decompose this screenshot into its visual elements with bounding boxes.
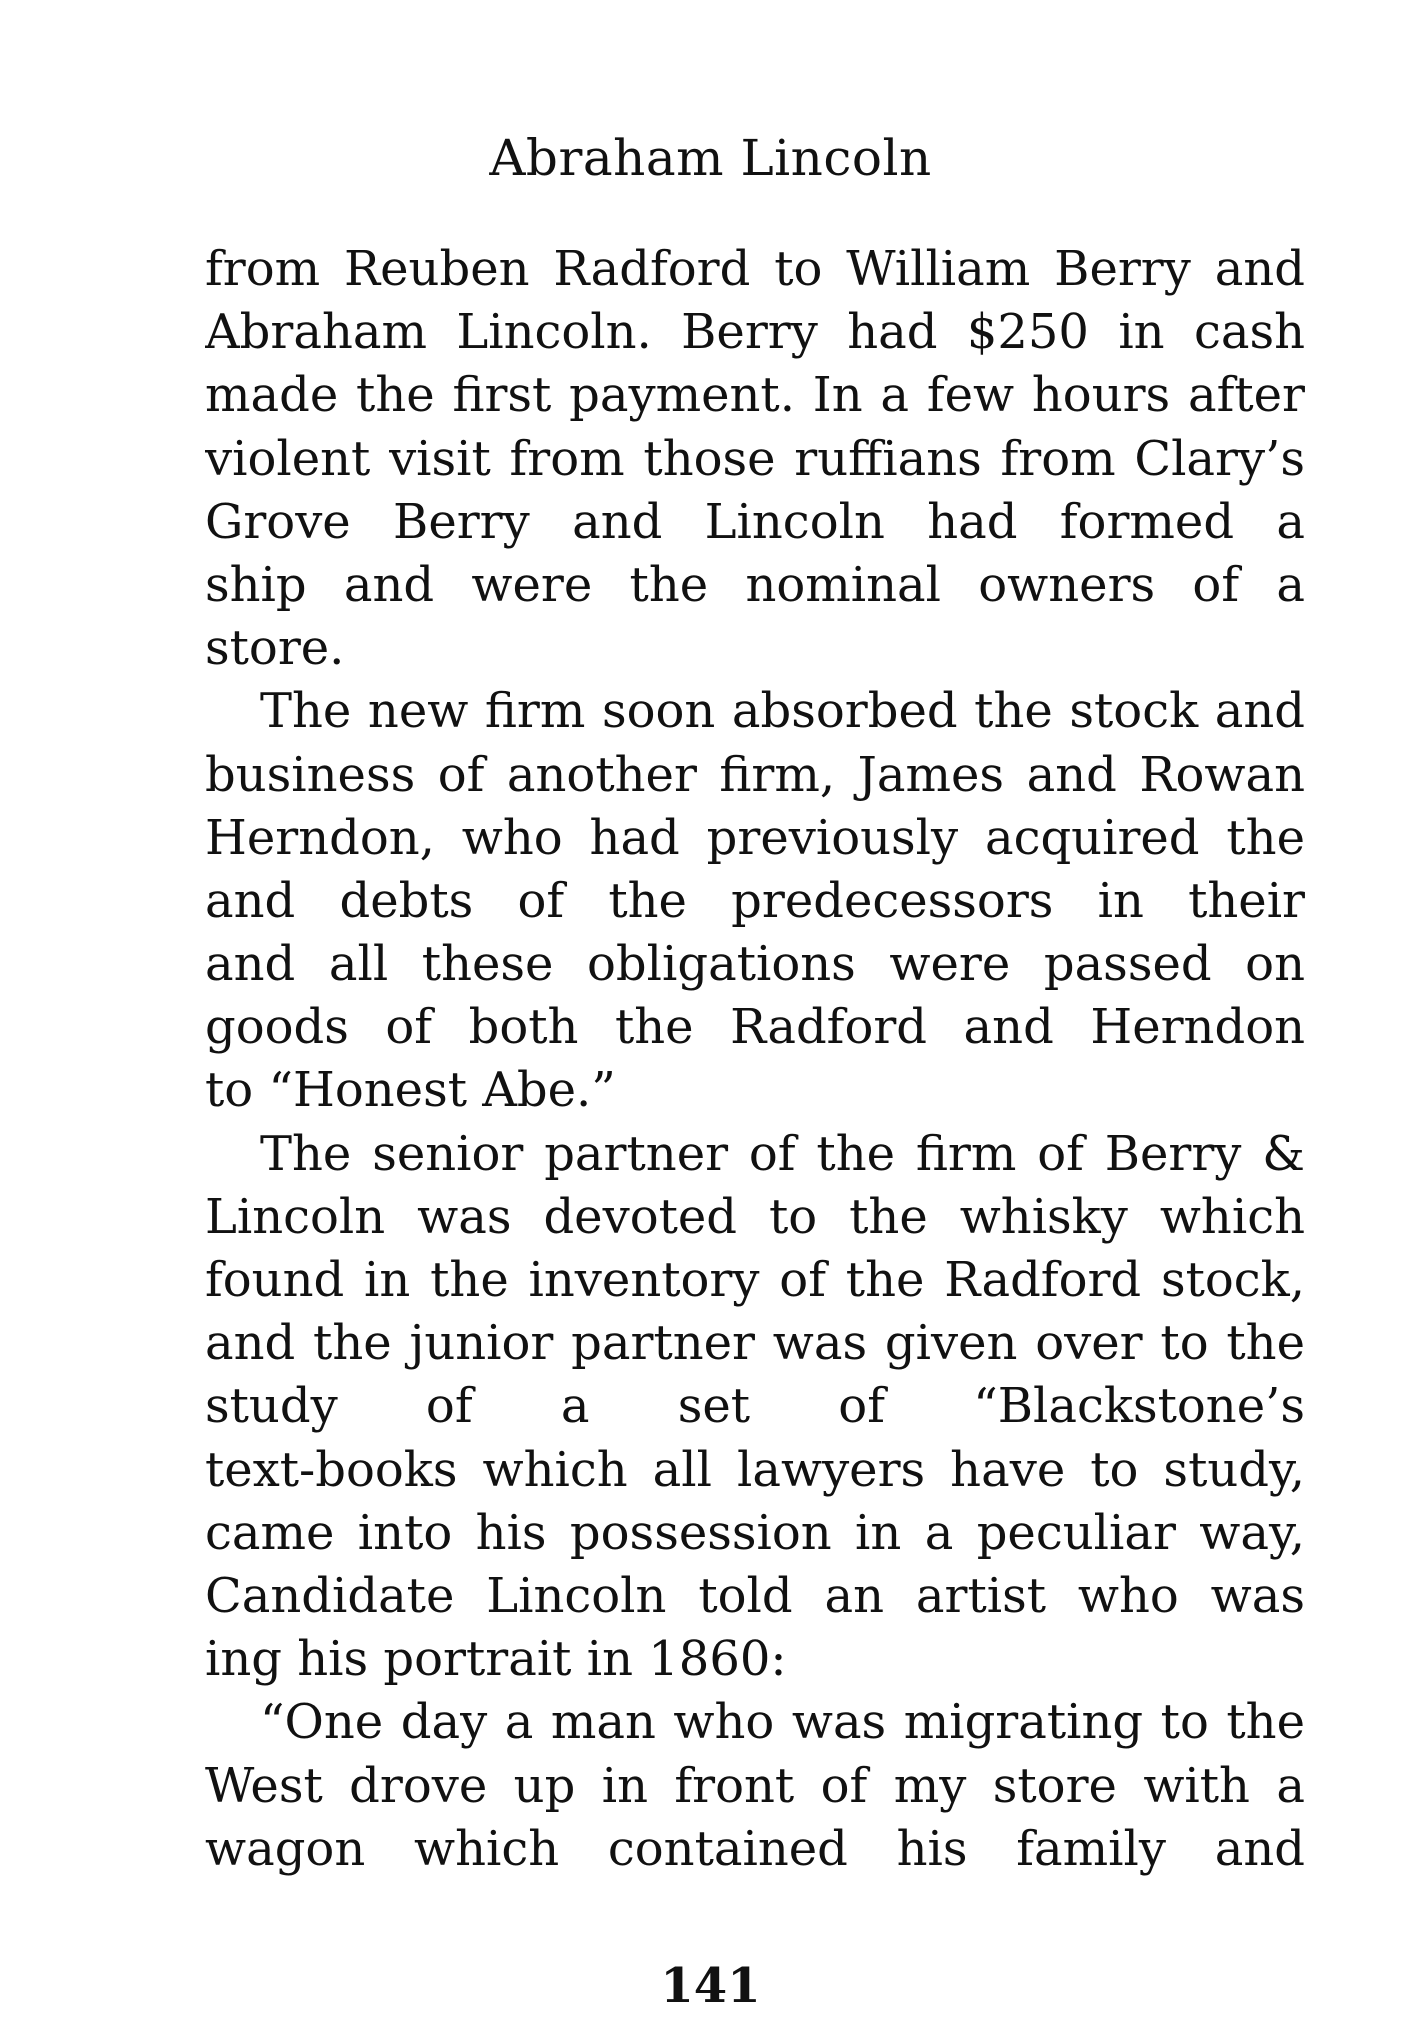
text-line: found in the inventory of the Radford stock, [205, 1252, 1305, 1308]
text-line: Herndon, who had previously acquired the [205, 809, 1305, 866]
text-line: West drove up in front of my store with a [205, 1757, 1305, 1814]
paragraph [205, 238, 1305, 680]
text-line: Lincoln was devoted to the whisky which [205, 1188, 1305, 1245]
text-line: and all these obligations were passed on [205, 936, 1305, 993]
running-head: Abraham Lincoln [489, 129, 932, 187]
text-line: business of another firm, James and Rowan [205, 746, 1305, 803]
text-line: made the first payment. In a few hours after [205, 367, 1305, 424]
paragraph [205, 1691, 1305, 1881]
text-line: Grove Berry and Lincoln had formed a [205, 493, 1305, 550]
paragraph [205, 680, 1305, 1122]
text-line: goods of both the Radford and Herndon [205, 999, 1305, 1056]
text-line: Abraham Lincoln. Berry had $250 in cash [205, 304, 1305, 361]
text-line: “One day a man who was migrating to the [260, 1694, 1305, 1751]
text-line: from Reuben Radford to William Berry and [205, 241, 1305, 297]
text-line: Candidate Lincoln told an artist who was [205, 1567, 1305, 1624]
text-line: to “Honest Abe.” [205, 1062, 616, 1119]
text-line: and the junior partner was given over to the [205, 1315, 1305, 1372]
paragraph [205, 1123, 1305, 1692]
text-line: ship and were the nominal owners of a [205, 556, 1305, 613]
text-line: wagon which contained his family and [205, 1820, 1305, 1877]
text-line: came into his possession in a peculiar way, [205, 1504, 1305, 1561]
body-text [205, 238, 1305, 1881]
text-line: and debts of the predecessors in their [205, 872, 1305, 929]
text-line: ing his portrait in 1860: [205, 1631, 787, 1688]
text-line: store. [205, 620, 345, 677]
text-line: text-books which all lawyers have to study, [205, 1441, 1305, 1498]
text-line: The senior partner of the firm of Berry & [260, 1125, 1305, 1182]
text-line: study of a set of “Blackstone’s [205, 1378, 1305, 1435]
text-line: The new firm soon absorbed the stock and [260, 683, 1305, 740]
page-number: 141 [660, 1958, 761, 2014]
text-line: violent visit from those ruffians from Clary’s [205, 430, 1305, 487]
